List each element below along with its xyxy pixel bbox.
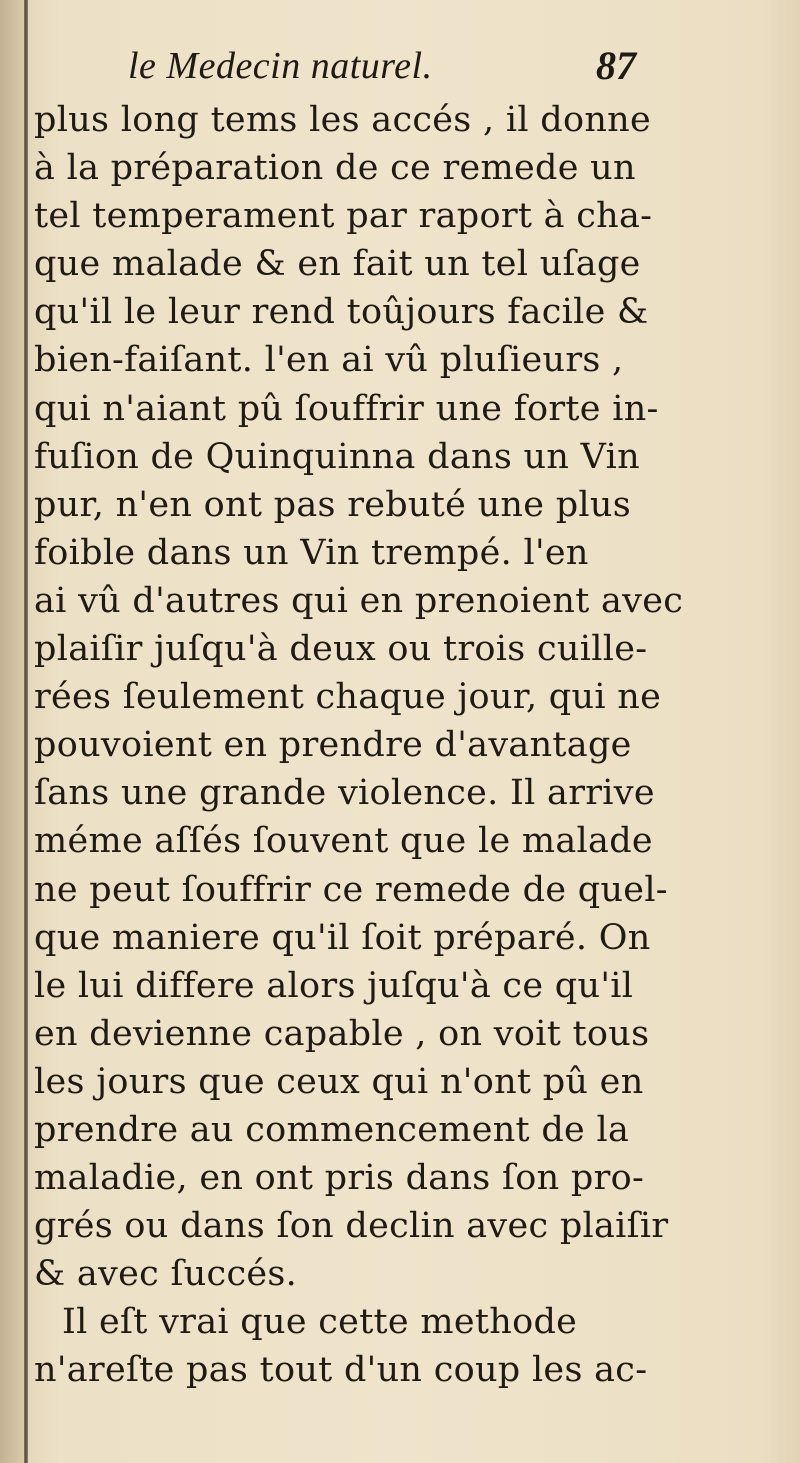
text-line: pur, n'en ont pas rebuté une plus [34,484,632,525]
page-header [0,40,800,96]
text-line: foible dans un Vin trempé. l'en [34,532,589,573]
text-line: que malade & en fait un tel uſage [34,244,641,285]
text-line: rées ſeulement chaque jour, qui ne [34,677,662,718]
text-line: qu'il le leur rend toûjours facile & [34,292,649,333]
text-line: tel temperament par raport à cha- [34,196,653,237]
paragraph-start-line: Il eſt vrai que cette methode [62,1302,578,1343]
text-line: & avec ſuccés. [34,1254,298,1295]
page-number: 87 [596,43,636,88]
text-line: grés ou dans ſon declin avec plaiſir [34,1206,669,1247]
text-line: ai vû d'autres qui en prenoient avec [34,580,684,621]
text-line: plus long tems les accés , il donne [34,100,652,140]
binding-gutter [24,0,28,1463]
text-line: fuſion de Quinquinna dans un Vin [34,436,640,477]
text-line: que maniere qu'il ſoit préparé. On [34,917,651,958]
text-line: bien-faiſant. l'en ai vû pluſieurs , [34,340,624,381]
text-line: en devienne capable , on voit tous [34,1013,650,1054]
text-line: qui n'aiant pû ſouffrir une forte in- [34,388,659,429]
text-line: ſans une grande violence. Il arrive [34,773,655,814]
text-line: n'areſte pas tout d'un coup les ac- [34,1350,648,1391]
text-line: prendre au commencement de la [34,1109,630,1150]
text-line: le lui differe alors juſqu'à ce qu'il [34,965,634,1006]
text-line: maladie, en ont pris dans ſon pro- [34,1158,645,1199]
text-line: pouvoient en prendre d'avantage [34,725,632,766]
text-line: à la préparation de ce remede un [34,148,636,189]
running-title: le Medecin naturel. [128,45,433,87]
text-line: ne peut ſouffrir ce remede de quel- [34,869,668,910]
text-line: plaiſir juſqu'à deux ou trois cuille- [34,629,648,670]
body-text [34,96,684,1395]
text-line: méme aſſés ſouvent que le malade [34,821,653,862]
text-line: les jours que ceux qui n'ont pû en [34,1061,644,1102]
binding-shadow [0,0,24,1463]
